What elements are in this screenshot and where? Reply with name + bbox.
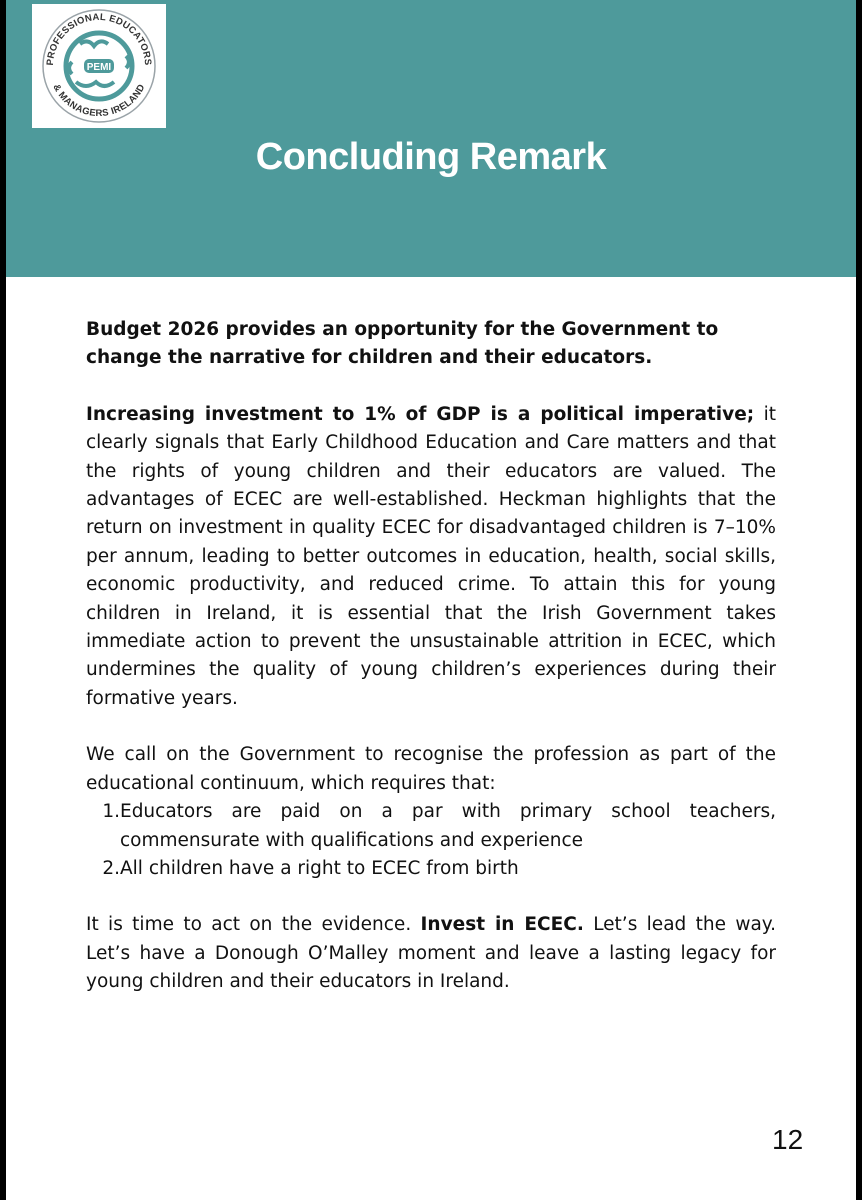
requirements-list bbox=[86, 798, 776, 883]
investment-text: it clearly signals that Early Childhood Education and Care matters and that the rights of young children and their educators are valued. The advantages of ECEC are well-established. Heckman highlights that the return on investment in quality ECEC for disadvantaged children is 7–10% per annum, leading to better outcomes in education, health, social skills, economic productivity, and reduced crime. To attain this for young children in Ireland, it is essential that the Irish Government takes immediate action to prevent the unsustainable attrition in ECEC, which undermines the quality of young children’s experiences during their formative years. bbox=[86, 403, 776, 709]
list-item bbox=[86, 855, 776, 883]
page bbox=[6, 0, 856, 1200]
body-text bbox=[86, 316, 776, 1025]
investment-paragraph bbox=[86, 401, 776, 713]
closing-bold: Invest in ECEC. bbox=[420, 914, 584, 936]
page-number: 12 bbox=[772, 1124, 804, 1155]
investment-bold: Increasing investment to 1% of GDP is a political imperative; bbox=[86, 403, 755, 425]
call-paragraph: We call on the Government to recognise the profession as part of the educational continuum, which requires that: bbox=[86, 744, 776, 794]
lead-paragraph: Budget 2026 provides an opportunity for the Government to change the narrative for children and their educators. bbox=[86, 319, 719, 369]
list-number: 1. bbox=[102, 801, 120, 823]
header-banner bbox=[6, 0, 856, 277]
logo-center-text: PEMI bbox=[86, 62, 112, 73]
logo-top-text: PROFESSIONAL EDUCATORS bbox=[44, 11, 154, 66]
logo bbox=[32, 4, 166, 128]
list-text: Educators are paid on a par with primary school teachers, commensurate with qualifications and experience bbox=[120, 801, 776, 851]
logo-bottom-text: & MANAGERS IRELAND bbox=[50, 82, 148, 119]
page-title: Concluding Remark bbox=[255, 136, 607, 178]
closing-before: It is time to act on the evidence. bbox=[86, 914, 421, 936]
list-number: 2. bbox=[102, 857, 120, 879]
puzzle-logo-icon bbox=[32, 4, 166, 128]
closing-paragraph bbox=[86, 911, 776, 996]
list-text: All children have a right to ECEC from birth bbox=[120, 857, 519, 879]
list-item bbox=[86, 798, 776, 855]
closing-after: Let’s lead the way. Let’s have a Donough O’Malley moment and leave a lasting legacy for young children and their educators in Ireland. bbox=[86, 914, 776, 993]
svg-text:PROFESSIONAL EDUCATORS bbox=[45, 12, 153, 66]
